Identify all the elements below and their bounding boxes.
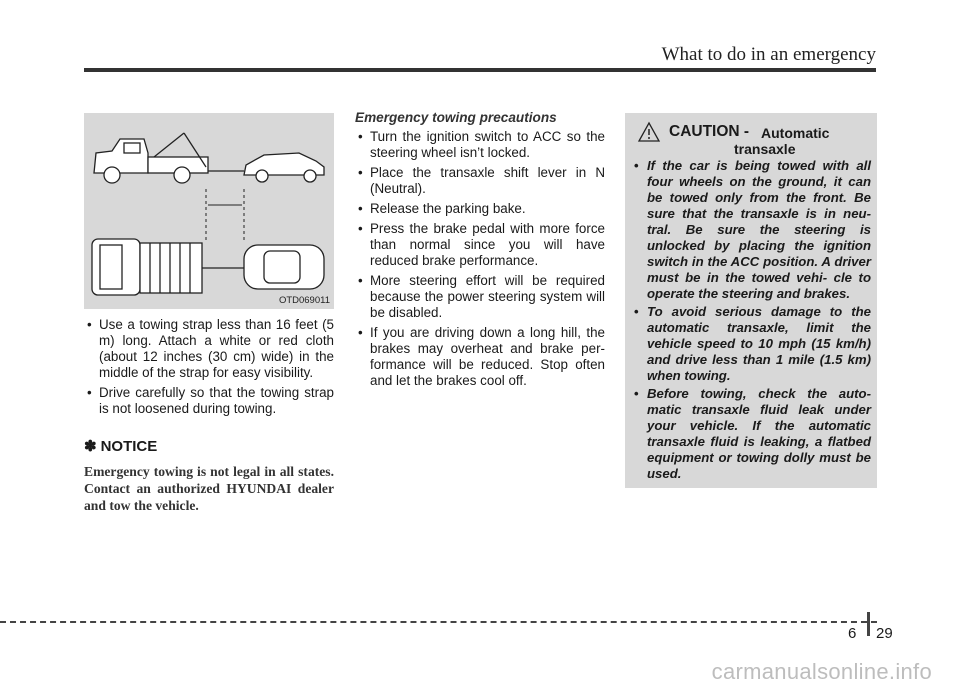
precautions-list — [355, 129, 605, 389]
list-item: • Press the brake pedal with more force than normal since you will have reduced brake performance. — [355, 221, 605, 269]
list-item: • To avoid serious damage to the automatic transaxle, limit the vehicle speed to 10 mph (15 km/h) and drive less than 1 mile (1.5 km) when towing. — [633, 304, 871, 384]
strap-length-marker — [206, 189, 244, 243]
list-item: • Place the transaxle shift lever in N (Neutral). — [355, 165, 605, 197]
notice-title: NOTICE — [100, 438, 158, 455]
list-item: • Use a towing strap less than 16 feet (5 m) long. Attach a white or red cloth (about 12 inches (30 cm) wide) in the middle of the strap for easy visibility. — [84, 317, 334, 381]
list-item: • If you are driving down a long hill, the brakes may overheat and brake per- formance will be reduced. Stop often and let the brakes cool off. — [355, 325, 605, 389]
towing-diagram — [84, 113, 334, 309]
left-column — [84, 317, 334, 514]
tow-truck-side — [94, 133, 208, 183]
list-item: • Turn the ignition switch to ACC so the steering wheel isn’t locked. — [355, 129, 605, 161]
caution-subtitle-2: transaxle — [734, 141, 796, 157]
list-item: • Drive carefully so that the towing strap is not loosened during towing. — [84, 385, 334, 417]
list-item: • Before towing, check the auto- matic transaxle fluid leak under your vehicle. If the automatic transaxle fluid is leaking, a flatbed equipment or towing dolly must be used. — [633, 386, 871, 482]
watermark: carmanualsonline.info — [711, 659, 932, 684]
page-header-title: What to do in an emergency — [661, 44, 876, 65]
tow-truck-top — [92, 239, 202, 295]
page-chapter: 6 — [848, 625, 857, 642]
list-item: • If the car is being towed with all four wheels on the ground, it can be towed only from the front. Be sure that the transaxle is in neu- tral. Be sure the steering is unlocked by placing the ignition switch in the ACC position. A driver must be in the towed vehi- cle to operate the steering and brakes. — [633, 158, 871, 302]
towing-illustration — [84, 113, 334, 309]
warning-triangle-icon — [637, 121, 661, 143]
towed-car-side — [244, 153, 324, 182]
list-item: • More steering effort will be required because the power steering system will be disabled. — [355, 273, 605, 321]
notice-star-icon: ✽ — [84, 438, 97, 455]
footer-divider — [867, 612, 870, 636]
figure-code: OTD069011 — [278, 295, 330, 306]
middle-column — [355, 110, 605, 393]
caution-list — [633, 158, 871, 484]
caution-title: CAUTION - — [669, 123, 750, 140]
notice-body: Emergency towing is not legal in all states. Contact an authorized HYUNDAI dealer and tow the vehicle. — [84, 464, 334, 513]
towed-car-top — [244, 245, 324, 289]
precautions-subheading: Emergency towing precautions — [355, 110, 557, 125]
header-rule — [84, 68, 876, 72]
notice-heading — [84, 439, 334, 455]
page-number: 29 — [876, 625, 893, 642]
list-item: • Release the parking bake. — [355, 201, 605, 217]
caution-box — [625, 113, 877, 488]
towing-strap-list — [84, 317, 334, 417]
caution-subtitle-1: Automatic — [761, 125, 830, 141]
footer-rule — [0, 621, 877, 623]
